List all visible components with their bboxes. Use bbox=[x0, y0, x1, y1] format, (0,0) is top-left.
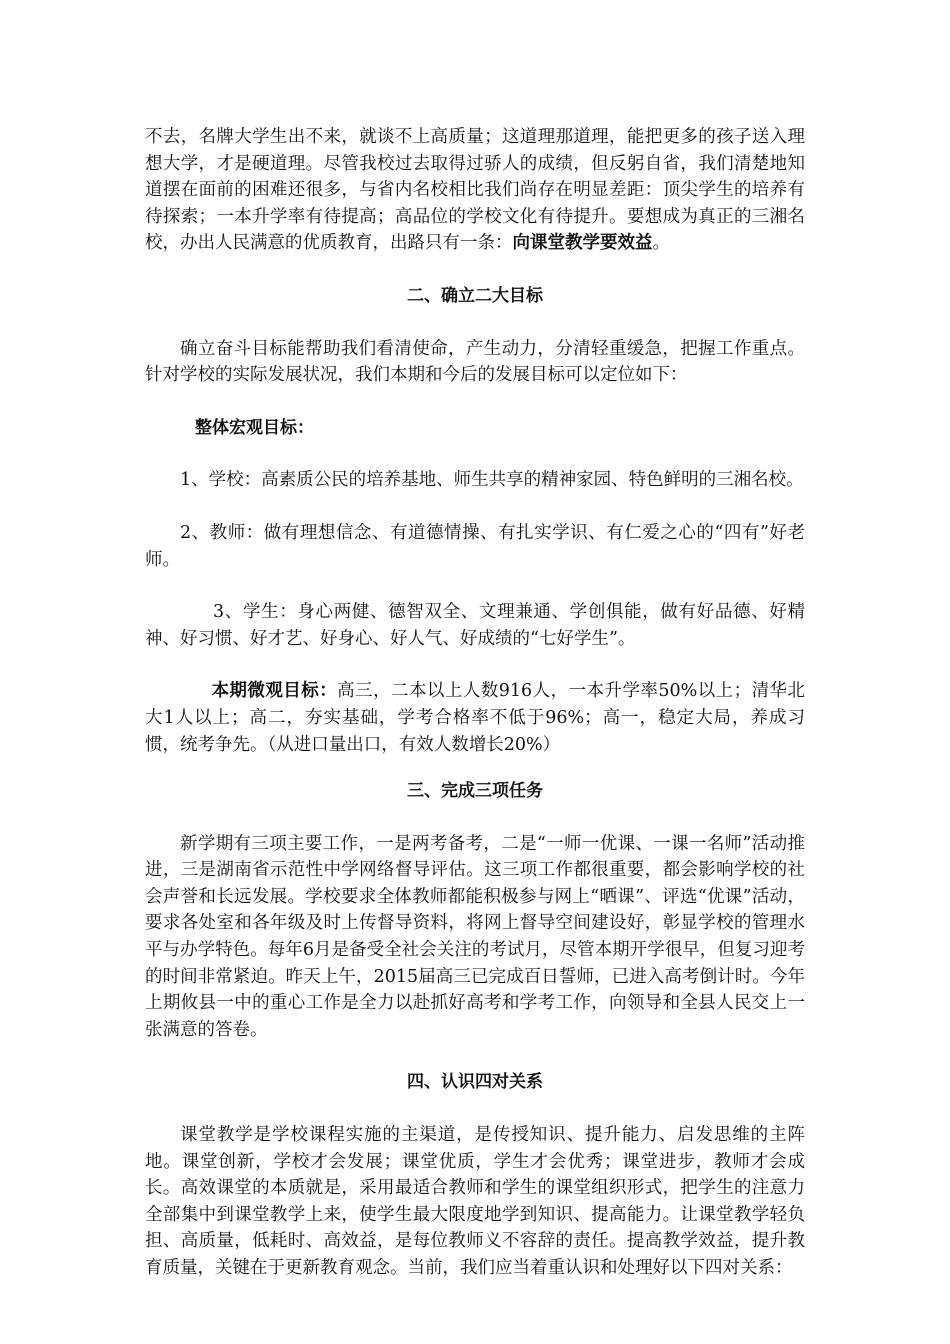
section1-period: 。 bbox=[652, 233, 670, 254]
micro-goal-title: 本期微观目标： bbox=[211, 681, 338, 702]
micro-goal-paragraph bbox=[145, 678, 805, 758]
section3-paragraph: 新学期有三项主要工作，一是两考备考，二是“一师一优课、一课一名师”活动推进，三是湖南省示范性中学网络督导评估。这三项工作都很重要，都会影响学校的社会声誉和长远发展。学校要求全体教师都能积极参与网上“晒课”、评选“优课”活动，要求各处室和各年级及时上传督导资料，将网上督导空间建设好，彰显学校的管理水平与办学特色。每年6月是备受全社会关注的考试月，尽管本期开学很早，但复习迎考的时间非常紧迫。昨天上午，2015届高三已完成百日誓师，已进入高考倒计时。今年上期攸县一中的重心工作是全力以赴抓好高考和学考工作，向领导和全县人民交上一张满意的答卷。 bbox=[145, 833, 805, 1040]
goal-student bbox=[145, 599, 805, 652]
section3-heading: 三、完成三项任务 bbox=[407, 781, 543, 802]
section1-text: 不去，名牌大学生出不来，就谈不上高质量；这道理那道理，能把更多的孩子送入理想大学，才是硬道理。尽管我校过去取得过骄人的成绩，但反躬自省，我们清楚地知道摆在面前的困难还很多，与省内名校相比我们尚存在明显差距：顶尖学生的培养有待探索；一本升学率有待提高；高品位的学校文化有待提升。要想成为真正的三湘名校，办出人民满意的优质教育，出路只有一条： bbox=[145, 127, 805, 254]
document-page bbox=[145, 124, 805, 1282]
section1-paragraph bbox=[145, 124, 805, 257]
section2-intro: 确立奋斗目标能帮助我们看清使命，产生动力，分清轻重缓急，把握工作重点。针对学校的实际发展状况，我们本期和今后的发展目标可以定位如下： bbox=[145, 338, 805, 386]
section4-paragraph: 课堂教学是学校课程实施的主渠道，是传授知识、提升能力、启发思维的主阵地。课堂创新，学校才会发展；课堂优质，学生才会优秀；课堂进步，教师才会成长。高效课堂的本质就是，采用最适合教师和学生的课堂组织形式，把学生的注意力全部集中到课堂教学上来，使学生最大限度地学到知识、提高能力。让课堂教学轻负担、高质量，低耗时、高效益，是每位教师义不容辞的责任。提高教学效益，提升教育质量，关键在于更新教育观念。当前，我们应当着重认识和处理好以下四对关系： bbox=[145, 1125, 805, 1278]
goal-teacher: 2、教师：做有理想信念、有道德情操、有扎实学识、有仁爱之心的“四有”好老师。 bbox=[145, 522, 805, 570]
section2-heading: 二、确立二大目标 bbox=[407, 285, 543, 306]
section4-heading: 四、认识四对关系 bbox=[407, 1072, 543, 1093]
goal-school: 1、学校：高素质公民的培养基地、师生共享的精神家园、特色鲜明的三湘名校。 bbox=[180, 470, 804, 491]
micro-goal-text: 高三，二本以上人数916人，一本升学率50%以上；清华北大1人以上；高二，夯实基础，学考合格率不低于96%；高一，稳定大局，养成习惯，统考争先。（从进口量出口，有效人数增长20%） bbox=[145, 681, 805, 755]
goal-student-text: 3、学生：身心两健、德智双全、文理兼通、学创俱能，做有好品德、好精神、好习惯、好才艺、好身心、好人气、好成绩的“七好学生”。 bbox=[145, 602, 805, 649]
section1-emphasis: 向课堂教学要效益 bbox=[512, 233, 653, 254]
macro-goal-title: 整体宏观目标： bbox=[195, 417, 314, 438]
